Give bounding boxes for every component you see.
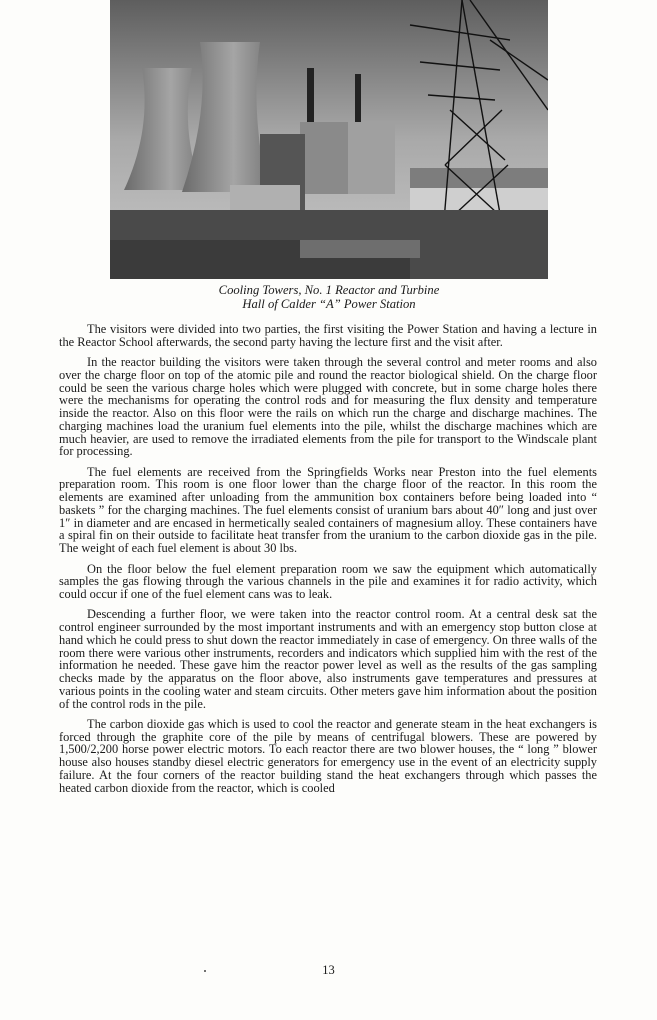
paragraph-gas-sampling: On the floor below the fuel element preparation room we saw the equipment which automatically samples the gas flowing through the various channels in the pile and examines it for radio activity, which could occur if one of the fuel element cans was to leak.	[59, 561, 597, 602]
caption-line-2: Hall of Calder “A” Power Station	[242, 296, 416, 311]
paragraph-visitors-parties: The visitors were divided into two parties, the first visiting the Power Station and having a lecture in the Reactor School afterwards, the second party having the lecture first and the visit after.	[59, 322, 597, 349]
power-station-photo	[110, 0, 548, 279]
paragraph-reactor-building: In the reactor building the visitors were taken through the several control and meter rooms and also over the charge floor on top of the atomic pile and round the reactor biological shield. On the charge floor could be seen the various charge holes which were plugged with concrete, but in some charge holes there were the mechanisms for operating the control rods and for measuring the flux density and temperature inside the reactor. Also on this floor were the rails on which run the charge and discharge machines. The charging machines load the uranium fuel elements into the pile, whilst the discharge machines which are much heavier, are used to remove the irradiated elements from the pile for transport to the Windscale plant for processing.	[59, 355, 597, 459]
page-number: 13	[322, 963, 335, 977]
paragraph-fuel-elements: The fuel elements are received from the Springfields Works near Preston into the fuel elements preparation room. This room is one floor lower than the charge floor of the reactor. In this room the elements are examined after unloading from the ammunition box containers before being loaded into “ baskets ” for the charging machines. The fuel elements consist of uranium bars about 40″ long and just over 1″ in diameter and are encased in hermetically sealed containers of magnesium alloy. These containers have a spiral fin on their outside to facilitate heat transfer from the uranium to the carbon dioxide gas in the pile. The weight of each fuel element is about 30 lbs.	[59, 464, 597, 556]
article-body	[59, 323, 597, 802]
figure-caption	[110, 284, 548, 311]
paragraph-control-room: Descending a further floor, we were taken into the reactor control room. At a central desk sat the control engineer surrounded by the most important instruments and with an emergency stop button close at hand which he could press to shut down the reactor immediately in case of emergency. On three walls of the room there were various other instruments, recorders and indicators which supplied him with the rest of the information he needed. These gave him the reactor power level as well as the results of the gas sampling checks made by the apparatus on the floor above, also instruments gave temperatures and pressures at various points in the cooling water and steam circuits. Other meters gave him information about the position of the control rods in the pile.	[59, 607, 597, 711]
photo-illustration	[110, 0, 548, 279]
paragraph-carbon-dioxide: The carbon dioxide gas which is used to cool the reactor and generate steam in the heat exchangers is forced through the graphite core of the pile by means of centrifugal blowers. These are powered by 1,500/2,200 horse power electric motors. To each reactor there are two blower houses, the “ long ” blower house also houses standby diesel electric generators for emergency use in the event of an electricity supply failure. At the four corners of the reactor building stand the heat exchangers through which passes the heated carbon dioxide from the reactor, which is cooled	[59, 716, 597, 795]
caption-line-1: Cooling Towers, No. 1 Reactor and Turbine	[218, 283, 440, 297]
